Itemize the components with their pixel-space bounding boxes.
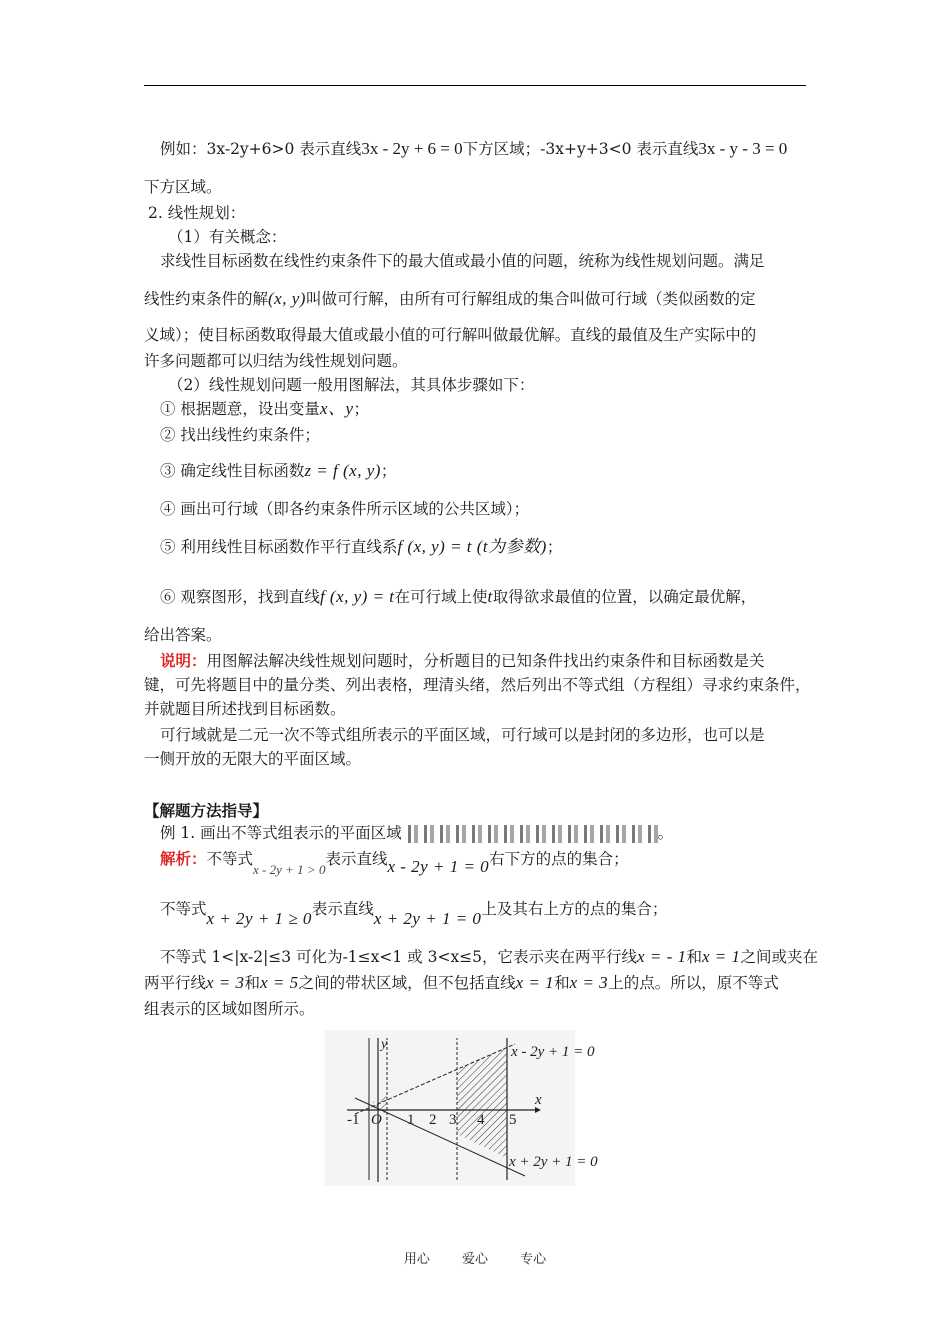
math-function: f (x, y) = t (t为参数): [397, 537, 547, 556]
math-equation: 3x - y - 3 = 0: [698, 139, 788, 158]
text: 叫做可行解，由所有可行解组成的集合叫做可行域（类似函数的定: [305, 290, 756, 308]
section-heading: 2. 线性规划：: [148, 204, 246, 222]
step-3: [160, 460, 396, 482]
footer-text: 用心: [403, 1252, 430, 1267]
step-2: ② 找出线性约束条件；: [160, 426, 320, 444]
feasible-region-figure: [325, 1030, 598, 1186]
text: 右下方的点的集合；: [489, 850, 629, 868]
paragraph-line: [144, 288, 755, 310]
math-equation: x = 5: [260, 973, 299, 992]
text: ；: [353, 400, 370, 418]
step-4: ④ 画出可行域（即各约束条件所示区域的公共区域）；: [160, 500, 530, 518]
step-6: [160, 586, 756, 608]
region-right: [457, 1048, 507, 1158]
text: 不等式 1<|x-2|≤3 可化为-1≤x<1 或 3<x≤5，它表示夹在两平行线: [160, 948, 638, 966]
text: 上的点。所以，原不等式: [608, 974, 779, 992]
text: 下方区域；-3x+y+3<0 表示直线: [462, 140, 699, 158]
text: 上及其右上方的点的集合；: [481, 900, 668, 918]
text: 例 1. 画出不等式组表示的平面区域: [160, 824, 402, 842]
step-1: [160, 398, 369, 420]
text: 不等式: [206, 850, 254, 868]
paragraph-line: 组表示的区域如图所示。: [144, 1000, 315, 1018]
line2-label: x + 2y + 1 = 0: [509, 1154, 598, 1170]
subsection-heading: （1）有关概念：: [168, 228, 287, 246]
math-equation: x - 2y + 1 = 0: [387, 857, 490, 876]
origin-label: O: [371, 1112, 382, 1128]
subsection-heading: （2）线性规划问题一般用图解法，其具体步骤如下：: [168, 376, 535, 394]
math-inequality: x + 2y + 1 ≥ 0: [206, 909, 312, 928]
note-line: [160, 650, 765, 672]
analysis-label: 解析：: [160, 849, 207, 868]
header-rule: [144, 85, 806, 86]
paragraph-line: [144, 972, 779, 994]
text: ；: [546, 538, 563, 556]
math-pair: (x, y): [268, 289, 306, 308]
footer-text: 爱心: [461, 1252, 488, 1267]
math-equation: x = - 1: [637, 947, 687, 966]
tick-label: 5: [509, 1112, 517, 1128]
text: 线性约束条件的解: [144, 290, 269, 308]
math-equation: x = 1: [515, 973, 555, 992]
inequality-system-image: [408, 825, 658, 843]
y-axis-label: y: [381, 1037, 388, 1052]
math-equation: x = 3: [206, 973, 245, 992]
paragraph-line: 义域）；使目标函数取得最大值或最小值的可行解叫做最优解。直线的最值及生产实际中的: [144, 326, 757, 344]
text: 之间的带状区域，但不包括直线: [298, 974, 516, 992]
math-function: f (x, y) = t: [319, 587, 395, 606]
note-label: 说明：: [160, 651, 207, 670]
text: 和: [686, 948, 702, 966]
example-line: [160, 138, 787, 160]
text: 表示直线: [325, 850, 388, 868]
example-1: [160, 822, 673, 844]
paragraph-line: 可行域就是二元一次不等式组所表示的平面区域，可行域可以是封闭的多边形，也可以是: [160, 726, 765, 744]
math-equation: x = 1: [702, 947, 741, 966]
tick-label: 2: [429, 1112, 437, 1128]
math-inequality: x - 2y + 1 > 0: [253, 862, 326, 877]
text: 取得欲求最值的位置，以确定最优解，: [492, 588, 757, 606]
x-axis-label: x: [535, 1092, 542, 1108]
tick-label: -1: [347, 1112, 360, 1128]
text: ；: [380, 462, 397, 480]
example-line-cont: 下方区域。: [144, 178, 222, 196]
paragraph-line: 一侧开放的无限大的平面区域。: [144, 750, 362, 768]
paragraph-line: 许多问题都可以归结为线性规划问题。: [144, 352, 408, 370]
note-line: 键，可先将题目中的量分类、列出表格，理清头绪，然后列出不等式组（方程组）寻求约束条件，: [144, 676, 811, 694]
tick-label: 3: [449, 1112, 457, 1128]
text: 两平行线: [144, 974, 207, 992]
step-5: [160, 536, 562, 558]
step-6-cont: 给出答案。: [144, 626, 222, 644]
math-vars: x、y: [319, 399, 354, 418]
text: 不等式: [160, 900, 207, 918]
text: 用图解法解决线性规划问题时，分析题目的已知条件找出约束条件和目标函数是关: [206, 652, 765, 670]
method-header: 【解题方法指导】: [144, 801, 269, 820]
inequality-line: [160, 898, 668, 928]
text: 和: [244, 974, 261, 992]
math-var: t: [487, 587, 493, 606]
line1-label: x - 2y + 1 = 0: [511, 1044, 595, 1060]
math-equation: x = 3: [569, 973, 609, 992]
tick-label: 4: [477, 1112, 485, 1128]
text: 和: [554, 974, 570, 992]
page-footer: [0, 1248, 950, 1267]
math-equation: 3x - 2y + 6 = 0: [361, 139, 463, 158]
text: ⑥ 观察图形，找到直线: [160, 588, 320, 606]
tick-label: 1: [407, 1112, 415, 1128]
text: 在可行域上使: [394, 588, 488, 606]
figure-svg: [325, 1030, 598, 1186]
footer-text: 专心: [520, 1252, 547, 1267]
paragraph-line: [160, 946, 818, 968]
paragraph-line: 求线性目标函数在线性约束条件下的最大值或最小值的问题，统称为线性规划问题。满足: [160, 252, 765, 270]
analysis-line: [160, 848, 629, 877]
math-equation: x + 2y + 1 = 0: [373, 909, 482, 928]
text: ⑤ 利用线性目标函数作平行直线系: [160, 538, 398, 556]
text: 表示直线: [311, 900, 374, 918]
text: ① 根据题意，设出变量: [160, 400, 320, 418]
math-function: z = f (x, y): [304, 461, 381, 480]
text: 。: [657, 824, 674, 842]
text: 之间或夹在: [740, 948, 819, 966]
text: ③ 确定线性目标函数: [160, 462, 305, 480]
note-line: 并就题目所述找到目标函数。: [144, 700, 346, 718]
text: 例如：3x-2y+6>0 表示直线: [160, 140, 362, 158]
